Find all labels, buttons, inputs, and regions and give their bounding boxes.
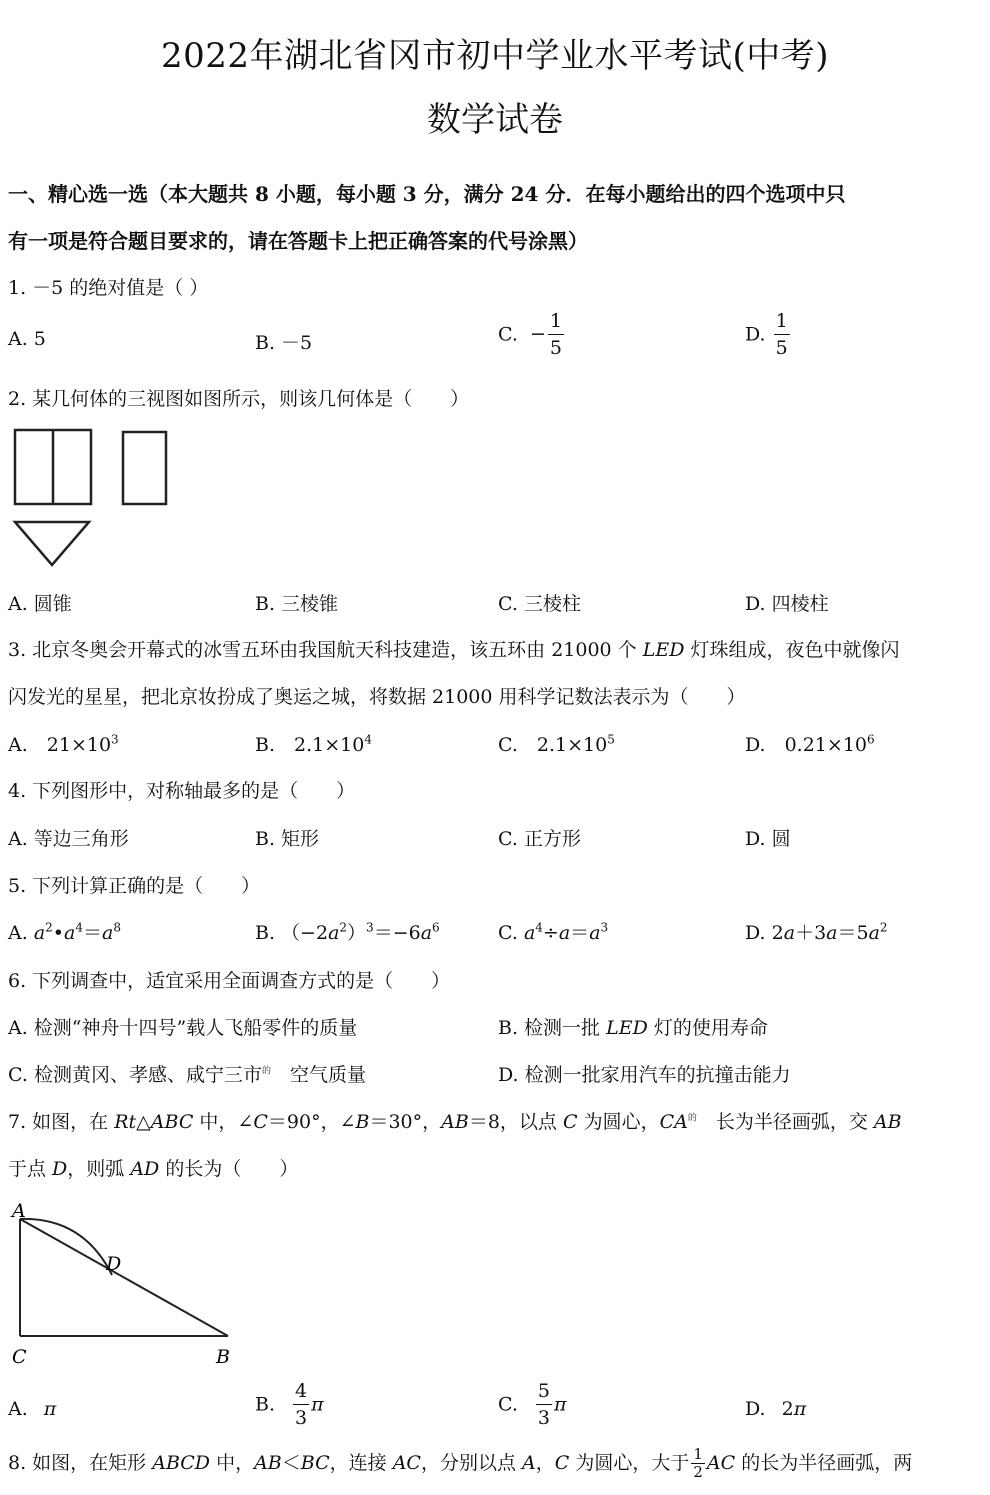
q1-option-d-denominator: 5: [775, 336, 788, 359]
q7-var: CA: [659, 1111, 688, 1133]
q7-pi: π: [311, 1393, 324, 1416]
q8-var: AC: [706, 1451, 736, 1474]
q5-exp: 4: [535, 920, 543, 935]
q1-stem: 1. －5 的绝对值是（ ）: [8, 277, 209, 299]
label-c: C: [12, 1346, 27, 1368]
q5-op: ）: [347, 922, 367, 944]
q4-option-b: B. 矩形: [255, 828, 320, 850]
q8-text: 中，: [210, 1451, 255, 1474]
q2-option-c: C. 三棱柱: [498, 593, 581, 615]
q7-var: C: [562, 1111, 578, 1133]
q7-text: ＝90°，∠: [267, 1111, 356, 1133]
q3-option-b-exp: 4: [364, 732, 372, 747]
q5-op: ＝: [570, 922, 590, 944]
q4-option-a: A. 等边三角形: [8, 828, 129, 850]
q7-option-b-denominator: 3: [295, 1406, 308, 1429]
q7-mark: 的: [687, 1113, 697, 1124]
q5-op: •: [52, 922, 64, 944]
q7-triangle-figure: [8, 1195, 248, 1375]
q7-text: △: [136, 1111, 151, 1133]
q5-var: a: [328, 922, 340, 944]
q5-var: a: [420, 922, 433, 944]
q6-option-c-post: 空气质量: [270, 1064, 366, 1086]
q3-option-a: [8, 730, 119, 757]
page-subtitle: 数学试卷: [427, 100, 563, 140]
q1-option-c-numerator: 1: [548, 312, 564, 335]
side-ab: [20, 1219, 228, 1336]
section-heading-line2: 有一项是符合题目要求的，请在答题卡上把正确答案的代号涂黑）: [8, 229, 588, 253]
label-b: B: [216, 1346, 230, 1368]
q5-option-b: [255, 918, 440, 945]
q8-half-denominator: 2: [693, 1462, 703, 1481]
q7-option-b-numerator: 4: [293, 1382, 309, 1405]
q7-var: B: [355, 1111, 370, 1133]
q1-option-a: A. 5: [8, 328, 46, 350]
q7-var: ABC: [150, 1111, 194, 1133]
q2-option-b: B. 三棱锥: [255, 593, 339, 615]
q7-option-c-numerator: 5: [536, 1382, 552, 1405]
q1-option-c-denominator: 5: [549, 336, 562, 359]
q3-option-b-base: B. 2.1×10: [255, 734, 365, 756]
q5-exp: 3: [366, 920, 374, 935]
q3-option-c-exp: 5: [607, 732, 615, 747]
q8-half-fraction: [691, 1447, 705, 1481]
q5-option-a-label: A.: [8, 922, 34, 944]
q8-text: ，分别以点: [420, 1451, 522, 1474]
q3-option-a-base: A. 21×10: [8, 734, 112, 756]
q3-option-d-base: D. 0.21×10: [745, 734, 867, 756]
q6-option-b: [498, 1013, 768, 1040]
q8-text: 8. 如图，在矩形: [8, 1451, 153, 1474]
q7-option-b-fraction: [293, 1382, 309, 1429]
q6-option-c-pre: C. 检测黄冈、孝感、咸宁三市: [8, 1064, 262, 1086]
q7-var: C: [253, 1111, 268, 1133]
q7-var: D: [52, 1158, 68, 1180]
q7-var: AB: [441, 1111, 469, 1133]
q7-text: 7. 如图，在: [8, 1111, 115, 1133]
q7-text: ，则弧: [67, 1158, 131, 1180]
q8-text: ，连接: [329, 1451, 393, 1474]
q5-var: a: [558, 922, 571, 944]
label-d: D: [106, 1253, 122, 1275]
q3-option-c-base: C. 2.1×10: [498, 734, 608, 756]
q3-text-a: 3. 北京冬奥会开幕式的冰雪五环由我国航天科技建造，该五环由 21000 个: [8, 639, 643, 661]
q5-var: a: [523, 922, 536, 944]
q5-stem: 5. 下列计算正确的是（ ）: [8, 875, 261, 897]
q8-var: C: [554, 1451, 570, 1474]
page-title: 2022年湖北省冈市初中学业水平考试(中考): [160, 36, 830, 76]
q5-var: a: [33, 922, 46, 944]
q3-stem-line2: 闪发光的星星，把北京妆扮成了奥运之城，将数据 21000 用科学记数法表示为（ ）: [8, 686, 746, 708]
q1-option-c-fraction: [548, 312, 564, 359]
q7-option-c-fraction: [536, 1382, 552, 1429]
q5-exp: 6: [432, 920, 440, 935]
q5-var: a: [868, 922, 880, 944]
q7-option-c-label: C.: [498, 1393, 518, 1416]
label-a: A: [12, 1200, 26, 1222]
q7-text: 于点: [8, 1158, 53, 1180]
q7-option-d-label: D.: [745, 1398, 766, 1420]
q6-option-d: D. 检测一批家用汽车的抗撞击能力: [498, 1064, 791, 1086]
q1-option-d-label: D.: [745, 323, 766, 346]
q8-half-numerator: 1: [693, 1445, 703, 1463]
q5-option-a: [8, 918, 121, 945]
q5-option-d: [745, 918, 888, 945]
q5-op: ＝: [82, 922, 102, 944]
q7-pi: π: [793, 1398, 807, 1420]
side-view: [123, 432, 166, 504]
q6-option-b-pre: B. 检测一批: [498, 1017, 607, 1039]
q7-var: Rt: [114, 1111, 137, 1133]
q3-option-c: [498, 730, 615, 757]
q3-option-a-exp: 3: [111, 732, 119, 747]
q8-text: 为圆心，大于: [569, 1451, 690, 1474]
q5-var: a: [589, 922, 601, 944]
q2-stem: 2. 某几何体的三视图如图所示，则该几何体是（ ）: [8, 388, 470, 410]
q8-var: AC: [392, 1451, 421, 1474]
q6-option-c: [8, 1060, 366, 1087]
q7-option-d-coef: 2: [781, 1398, 794, 1420]
q3-option-b: [255, 730, 372, 757]
q2-three-view-figure: [8, 420, 178, 570]
q5-op: ＝−6: [373, 922, 421, 944]
q1-option-c: [498, 312, 566, 359]
q6-option-c-mark: 的: [261, 1066, 271, 1077]
q7-text: 中，∠: [193, 1111, 254, 1133]
q7-option-c-denominator: 3: [537, 1406, 550, 1429]
q3-option-d-exp: 6: [867, 732, 875, 747]
q5-exp: 8: [113, 920, 121, 935]
q6-option-b-led: LED: [606, 1017, 648, 1039]
q7-option-a-label: A.: [8, 1398, 28, 1420]
q5-op: ＋3: [795, 922, 827, 944]
q7-stem-line2: [8, 1154, 298, 1181]
q7-var: AD: [130, 1158, 160, 1180]
top-view-triangle: [15, 522, 89, 565]
q3-led: LED: [642, 639, 685, 661]
q1-option-c-label: C.: [498, 323, 518, 346]
q5-exp: 2: [45, 920, 53, 935]
q7-var: AB: [873, 1111, 902, 1133]
q8-var: AB: [254, 1451, 282, 1474]
q4-option-d: D. 圆: [745, 828, 791, 850]
q8-text: 的长为半径画弧，两: [735, 1451, 913, 1474]
q8-var: ABCD: [152, 1451, 211, 1474]
q7-option-d: [745, 1398, 806, 1420]
q7-text: 的长为（ ）: [159, 1158, 299, 1180]
q3-option-d: [745, 730, 875, 757]
q6-stem: 6. 下列调查中，适宜采用全面调查方式的是（ ）: [8, 970, 451, 992]
section-heading-line1: 一、精心选一选（本大题共 8 小题，每小题 3 分，满分 24 分．在每小题给出的四个选项中只: [8, 182, 846, 206]
q7-pi: π: [43, 1398, 57, 1420]
q8-text: ＜: [281, 1451, 301, 1474]
q1-option-d-fraction: [774, 312, 790, 359]
q5-exp: 2: [879, 920, 888, 935]
q1-option-c-sign: −: [529, 323, 546, 346]
q8-text: ，: [535, 1451, 555, 1474]
q5-var: a: [783, 922, 796, 944]
q7-text: ＝30°，: [369, 1111, 442, 1133]
q5-var: a: [826, 922, 838, 944]
q6-option-b-post: 灯的使用寿命: [647, 1017, 768, 1039]
q1-option-b: B. －5: [255, 332, 313, 354]
q3-stem-line1: [8, 635, 900, 662]
q5-option-b-label: B. （−2: [255, 922, 329, 944]
q4-option-c: C. 正方形: [498, 828, 581, 850]
q5-exp: 4: [75, 920, 83, 935]
q7-option-b-label: B.: [255, 1393, 276, 1416]
q7-pi: π: [554, 1393, 567, 1416]
q5-op: ÷: [542, 922, 559, 944]
q3-text-b: 灯珠组成，夜色中就像闪: [684, 639, 900, 661]
q5-var: a: [101, 922, 114, 944]
q2-option-d: D. 四棱柱: [745, 593, 829, 615]
q7-option-a: [8, 1398, 56, 1420]
q7-option-b: [255, 1382, 324, 1429]
q8-stem-line1: [8, 1447, 912, 1481]
q8-var: A: [522, 1451, 536, 1474]
q1-option-d: [745, 312, 792, 359]
q7-text: 为圆心，: [577, 1111, 660, 1133]
q8-var: BC: [300, 1451, 330, 1474]
q5-exp: 3: [600, 920, 609, 935]
q5-exp: 2: [339, 920, 348, 935]
q5-option-c: [498, 918, 608, 945]
q4-stem: 4. 下列图形中，对称轴最多的是（ ）: [8, 780, 356, 802]
q5-var: a: [64, 922, 76, 944]
q5-op: ＝5: [837, 922, 869, 944]
q1-option-d-numerator: 1: [774, 312, 790, 335]
q7-option-c: [498, 1382, 567, 1429]
q7-stem-line1: [8, 1107, 902, 1134]
q5-option-c-label: C.: [498, 922, 524, 944]
q2-option-a: A. 圆锥: [8, 593, 72, 615]
q7-text: 长为半径画弧，交: [696, 1111, 874, 1133]
q7-text: ＝8，以点: [468, 1111, 563, 1133]
q6-option-a: A. 检测“神舟十四号”载人飞船零件的质量: [8, 1017, 358, 1039]
q5-option-d-label: D. 2: [745, 922, 784, 944]
